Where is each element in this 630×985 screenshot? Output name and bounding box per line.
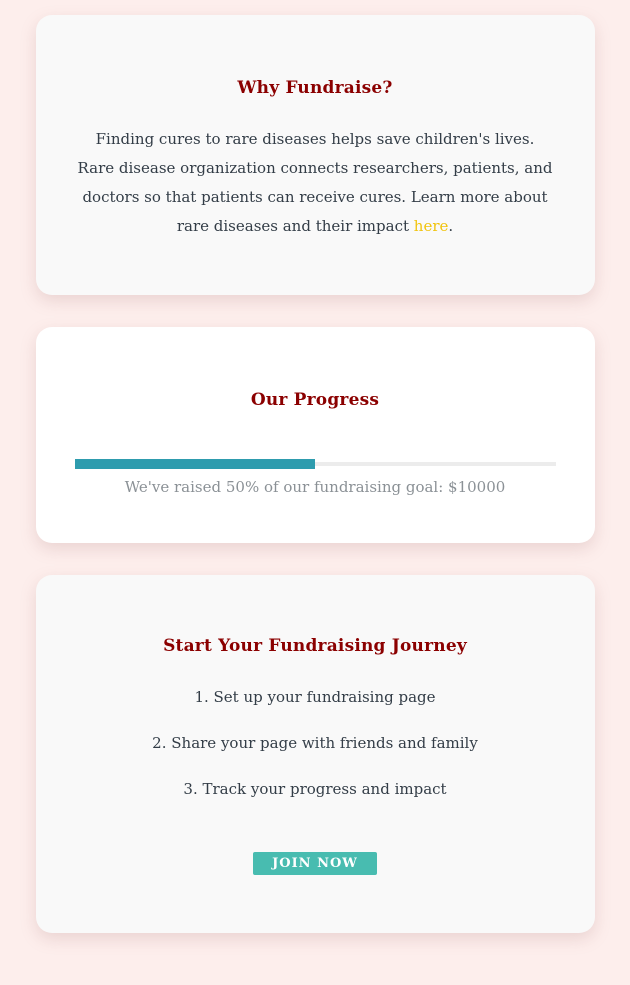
why-fundraise-title: Why Fundraise?	[237, 78, 393, 98]
progress-caption: We've raised 50% of our fundraising goal: $10000	[124, 478, 506, 496]
progress-title: Our Progress	[250, 390, 380, 410]
step-item-2: 2. Share your page with friends and family	[152, 734, 478, 752]
learn-more-here-link[interactable]: here	[413, 217, 449, 235]
why-text-before-link: Finding cures to rare diseases helps save children's lives. Rare disease organization connects researchers, patients, and doctors so that patients can receive cures. Learn more about rare diseases and their impact	[77, 130, 553, 235]
progress-bar	[75, 459, 556, 469]
why-fundraise-text	[76, 125, 554, 241]
why-fundraise-card	[36, 15, 595, 295]
step-item-3: 3. Track your progress and impact	[183, 780, 447, 798]
journey-steps	[76, 687, 555, 799]
journey-title: Start Your Fundraising Journey	[163, 636, 467, 656]
why-text-after-link: .	[448, 217, 454, 235]
join-now-button[interactable]: JOIN NOW	[253, 852, 377, 875]
step-item-1: 1. Set up your fundraising page	[194, 688, 436, 706]
progress-card	[36, 327, 595, 543]
progress-bar-fill	[75, 459, 316, 469]
journey-card	[36, 575, 595, 933]
